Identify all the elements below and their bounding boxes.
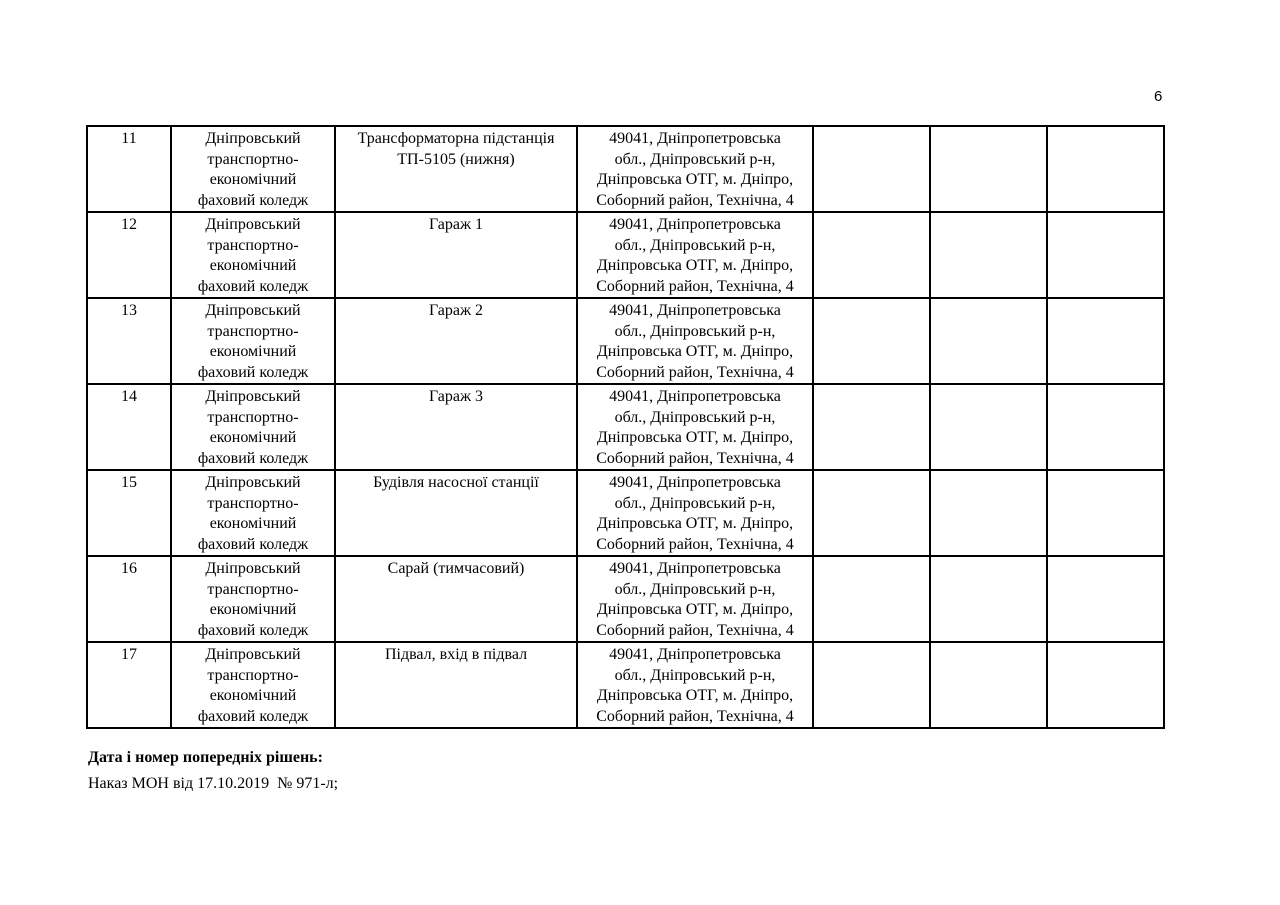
address-cell [577,298,813,384]
address-cell [577,470,813,556]
row-number: 16 [121,560,137,577]
table-row [87,298,1164,384]
property-table [86,125,1165,729]
table-row [87,212,1164,298]
institution-line: транспортно- [207,408,299,426]
row-number: 12 [121,216,137,233]
address-cell [577,384,813,470]
table-row [87,126,1164,212]
empty-cell [1047,298,1164,384]
address-cell [577,642,813,728]
institution-line: Дніпровський [205,646,301,663]
object-cell [335,384,577,470]
address-line: Дніпровська ОТГ, м. Дніпро, [596,515,794,532]
institution-line: фаховий коледж [197,277,309,295]
object-line: Гараж 2 [428,302,484,319]
institution-line: економічний [209,687,297,704]
address-line: Соборний район, Технічна, 4 [596,363,794,381]
empty-cell [813,384,930,470]
empty-cell [1047,470,1164,556]
address-line: Дніпровська ОТГ, м. Дніпро, [596,601,794,618]
empty-cell [813,470,930,556]
institution-line: економічний [209,515,297,532]
address-cell [577,556,813,642]
institution-line: транспортно- [207,150,299,168]
address-line: обл., Дніпровський р-н, [614,408,776,426]
institution-line: фаховий коледж [197,621,309,639]
address-line: Соборний район, Технічна, 4 [596,707,794,725]
institution-line: транспортно- [207,666,299,684]
row-number-cell [87,556,171,642]
address-line: Соборний район, Технічна, 4 [596,535,794,553]
address-line: Соборний район, Технічна, 4 [596,277,794,295]
institution-line: економічний [209,601,297,618]
institution-line: економічний [209,257,297,274]
object-line: ТП-5105 (нижня) [397,150,515,168]
empty-cell [813,556,930,642]
table-row [87,556,1164,642]
table-row [87,384,1164,470]
empty-cell [930,470,1047,556]
institution-cell [171,470,335,556]
address-line: обл., Дніпровський р-н, [614,236,776,254]
institution-line: фаховий коледж [197,363,309,381]
address-line: Дніпровська ОТГ, м. Дніпро, [596,171,794,188]
address-line: Соборний район, Технічна, 4 [596,191,794,209]
row-number-cell [87,298,171,384]
row-number: 11 [121,130,137,147]
institution-line: фаховий коледж [197,191,309,209]
empty-cell [930,212,1047,298]
address-line: обл., Дніпровський р-н, [614,580,776,598]
row-number: 13 [121,302,137,319]
object-cell [335,470,577,556]
empty-cell [813,126,930,212]
table-row [87,470,1164,556]
empty-cell [930,642,1047,728]
institution-line: Дніпровський [205,130,301,147]
institution-line: економічний [209,429,297,446]
object-line: Гараж 3 [428,388,484,405]
institution-line: Дніпровський [205,474,301,491]
empty-cell [1047,642,1164,728]
empty-cell [930,556,1047,642]
address-line: Соборний район, Технічна, 4 [596,449,794,467]
address-line: 49041, Дніпропетровська [609,474,781,491]
address-line: Соборний район, Технічна, 4 [596,621,794,639]
object-cell [335,556,577,642]
page-number: 6 [1154,88,1163,105]
address-line: обл., Дніпровський р-н, [614,494,776,512]
empty-cell [1047,384,1164,470]
object-cell [335,298,577,384]
institution-line: Дніпровський [205,388,301,405]
address-line: 49041, Дніпропетровська [609,302,781,319]
institution-cell [171,384,335,470]
institution-line: фаховий коледж [197,707,309,725]
address-line: Дніпровська ОТГ, м. Дніпро, [596,343,794,360]
empty-cell [1047,556,1164,642]
row-number-cell [87,212,171,298]
empty-cell [930,126,1047,212]
institution-cell [171,298,335,384]
row-number: 17 [121,646,137,663]
empty-cell [813,298,930,384]
institution-line: транспортно- [207,580,299,598]
object-cell [335,212,577,298]
row-number-cell [87,384,171,470]
institution-line: Дніпровський [205,560,301,577]
institution-line: транспортно- [207,322,299,340]
address-cell [577,126,813,212]
object-line: Трансформаторна підстанція [357,130,555,147]
row-number-cell [87,470,171,556]
object-cell [335,642,577,728]
empty-cell [1047,126,1164,212]
address-cell [577,212,813,298]
object-line: Будівля насосної станції [373,474,539,491]
address-line: Дніпровська ОТГ, м. Дніпро, [596,687,794,704]
address-line: Дніпровська ОТГ, м. Дніпро, [596,257,794,274]
address-line: 49041, Дніпропетровська [609,560,781,577]
empty-cell [1047,212,1164,298]
object-line: Підвал, вхід в підвал [384,646,528,663]
empty-cell [813,642,930,728]
row-number: 14 [121,388,137,405]
address-line: обл., Дніпровський р-н, [614,666,776,684]
address-line: Дніпровська ОТГ, м. Дніпро, [596,429,794,446]
empty-cell [813,212,930,298]
address-line: 49041, Дніпропетровська [609,388,781,405]
row-number-cell [87,642,171,728]
previous-decisions-text: Наказ МОН від 17.10.2019 № 971-л; [88,775,339,792]
institution-cell [171,126,335,212]
table-row [87,642,1164,728]
previous-decisions-heading: Дата і номер попередніх рішень: [88,749,323,766]
institution-line: Дніпровський [205,302,301,319]
object-line: Гараж 1 [428,216,484,233]
institution-cell [171,556,335,642]
address-line: обл., Дніпровський р-н, [614,322,776,340]
row-number-cell [87,126,171,212]
institution-line: Дніпровський [205,216,301,233]
institution-cell [171,642,335,728]
institution-line: економічний [209,343,297,360]
institution-line: фаховий коледж [197,449,309,467]
institution-line: фаховий коледж [197,535,309,553]
object-line: Сарай (тимчасовий) [387,560,525,577]
object-cell [335,126,577,212]
empty-cell [930,384,1047,470]
empty-cell [930,298,1047,384]
row-number: 15 [121,474,137,491]
address-line: 49041, Дніпропетровська [609,216,781,233]
institution-line: транспортно- [207,494,299,512]
institution-line: транспортно- [207,236,299,254]
address-line: 49041, Дніпропетровська [609,646,781,663]
institution-cell [171,212,335,298]
table-body [87,126,1164,728]
address-line: 49041, Дніпропетровська [609,130,781,147]
address-line: обл., Дніпровський р-н, [614,150,776,168]
institution-line: економічний [209,171,297,188]
